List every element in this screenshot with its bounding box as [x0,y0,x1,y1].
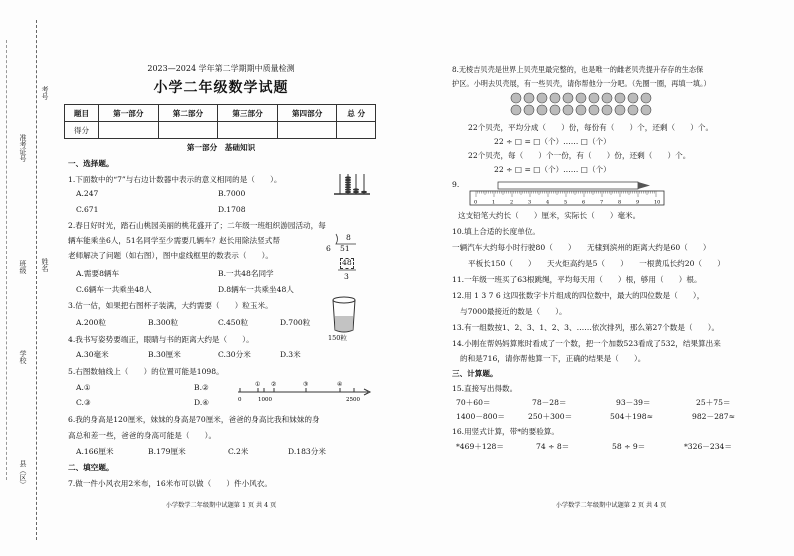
vertical-calc[interactable]: 58 ÷ 9＝ [612,442,646,451]
shell-icon [537,93,547,103]
q1-stem: 1.下面数中的“7”与右边计数器中表示的意义相同的是（ ）。 [68,175,282,184]
division-bracket [332,242,358,274]
shell-icon [511,105,521,115]
shell-icon [563,105,573,115]
ruler-picture [468,180,668,208]
abacus-icon [332,172,372,196]
score-cell[interactable] [337,122,376,139]
score-cell[interactable] [218,122,278,139]
section-fill: 二、填空题。 [68,463,114,472]
score-table [64,104,376,139]
ruler-label: 10 [654,199,661,206]
q6-line2: 高总和差一些，爸爸的身高可能是（ ）。 [68,431,217,440]
numline-mark-2: ② [271,381,277,388]
score-cell[interactable] [158,122,218,139]
binding-label-school: 学校 [19,350,27,364]
shell-icon [602,93,612,103]
q11-stem: 11.一年级一班买了63根跳绳，平均每天用（ ）根，够用（ ）根。 [452,275,702,284]
numline-tick-2500: 2500 [346,397,360,403]
q4-option-a[interactable]: A.30毫米 [76,350,109,359]
q2-line2: 辆车能乘坐6人，51名同学至少需要几辆车？赵长用除法竖式帮 [68,236,280,245]
q5-option-c[interactable]: C.③ [76,398,91,407]
binding-label-exam-no: 考号 [41,86,49,100]
shell-icon [550,93,560,103]
div-product-box: 48 [342,258,352,267]
q3-option-a[interactable]: A.200粒 [76,318,106,327]
q2-option-a[interactable]: A.需要8辆车 [76,269,120,278]
q8-equation-b[interactable]: 22 ÷ □ = □（个）…… □（个） [494,165,611,174]
shell-icon [524,93,534,103]
score-head-total: 总 分 [337,105,376,122]
numline-mark-4: ④ [337,381,343,388]
cut-line-outer [6,40,7,480]
q6-option-b[interactable]: B.179厘米 [148,447,186,456]
section-calc: 三、计算题。 [452,369,498,378]
binding-label-county: 县（区） [19,460,27,488]
shell-icon [615,93,625,103]
q14-line1: 14.小刚在帮妈妈算账时看成了一个数，把一个加数523看成了532，结果算出来 [452,339,721,348]
shell-icon [576,93,586,103]
ruler-label: 4 [546,199,550,206]
q4-option-b[interactable]: B.30厘米 [148,350,181,359]
binding-label-class: 班级 [19,260,27,274]
shell-icon [524,105,534,115]
q12-stem-b: 与7000最接近的数是（ ）。 [460,307,567,316]
ruler-label: 0 [474,199,478,206]
div-dividend: 51 [340,244,350,253]
score-cell[interactable] [277,122,337,139]
score-head-part3: 第三部分 [218,105,278,122]
term-header: 2023—2024 学年第二学期期中质量检测 [147,64,295,73]
q5-stem: 5.右图数轴线上（ ）的位置可能是1098。 [68,367,224,376]
shell-icon [615,105,625,115]
q3-option-d[interactable]: D.700粒 [280,318,311,327]
ruler-label: 3 [528,199,532,206]
score-row-label: 得分 [65,122,99,139]
q8-line2: 护区。小明去贝壳展，有一些贝壳，请你帮他分一分吧。（先圈一圈，再填一填。） [452,79,711,88]
q1-option-a[interactable]: A.247 [76,189,99,198]
q5-option-a[interactable]: A.① [76,383,91,392]
shell-icon [576,105,586,115]
shells-picture [510,92,666,116]
q10-row-b: 平板长150（ ） 天火炬高约是5（ ） 一根黄瓜长约20（ ） [468,259,725,268]
shell-icon [628,93,638,103]
q13-stem: 13.有一组数按1、2、3、1、2、3、……依次排列，那么第27个数是（ ）。 [452,323,720,332]
calc-item[interactable]: 1400－800＝ [456,412,506,421]
section-choice: 一、选择题。 [68,159,114,168]
number-line [236,378,372,404]
calc-item[interactable]: 93－39＝ [616,398,651,407]
binding-label-name: 姓名 [41,258,49,272]
ruler-label: 2 [510,199,514,206]
part-heading: 第一部分 基础知识 [186,143,256,152]
q9-stem: 这支铅笔大约长（ ）厘米，实际长（ ）毫米。 [458,211,641,220]
shell-icon [641,93,651,103]
q5-option-b[interactable]: B.② [194,383,209,392]
binding-strip [0,0,58,556]
q1-option-c[interactable]: C.671 [76,205,99,214]
score-head-part1: 第一部分 [99,105,159,122]
q6-option-a[interactable]: A.166厘米 [76,447,114,456]
binding-label-ticket: 准考证号 [19,134,27,162]
shell-icon [589,105,599,115]
score-head-part4: 第四部分 [277,105,337,122]
calc-item[interactable]: 250＋300＝ [528,412,573,421]
ruler-label: 6 [582,199,586,206]
cup-label: 150粒 [328,334,347,342]
q1-option-d[interactable]: D.1708 [218,205,246,214]
shell-icon [563,93,573,103]
q12-stem: 12.用 1 3 7 6 这四张数字卡片组成的四位数中，最大的四位数是（ ）， [452,291,705,300]
shell-icon [589,93,599,103]
calc-item[interactable]: 25＋75＝ [696,398,731,407]
q5-option-d[interactable]: D.④ [194,398,210,407]
page-right [446,0,776,556]
div-divisor: 6 [326,244,331,253]
ruler-label: 7 [600,199,604,206]
q3-option-b[interactable]: B.300粒 [148,318,179,327]
div-quotient: 8 [346,233,351,242]
shell-icon [550,105,560,115]
q15-stem: 15.直接写出得数。 [452,384,518,393]
q6-option-d[interactable]: D.183分米 [288,447,326,456]
calc-item[interactable]: 504＋198≈ [610,412,653,421]
q2-option-c[interactable]: C.6辆车一共乘坐48人 [76,285,152,294]
ruler-label: 8 [618,199,622,206]
numline-tick-1000: 1000 [258,397,272,403]
q16-stem: 16.用竖式计算，带*的要验算。 [452,427,559,436]
exam-title: 小学二年级数学试题 [153,80,289,96]
q2-option-b[interactable]: B.一共48名同学 [218,269,274,278]
q1-option-b[interactable]: B.7000 [218,189,246,198]
shell-icon [628,105,638,115]
numline-mark-1: ① [255,381,261,388]
calc-item[interactable]: 982－287≈ [692,412,735,421]
q6-line1: 6.我的身高是120厘米，妹妹的身高是70厘米，爸爸的身高比我和妹妹的身 [68,415,320,424]
calc-item[interactable]: 70＋60＝ [456,398,491,407]
vertical-calc[interactable]: *326－234＝ [684,442,732,451]
cut-line [36,20,37,540]
page-left [62,0,380,556]
shell-icon [641,105,651,115]
ruler-label: 9 [636,199,640,206]
q8-grouping-a: 22个贝壳，平均分成（ ）份，每份有（ ）个，还剩（ ）个。 [468,123,714,132]
q9-number: 9. [452,180,460,189]
q10-stem: 10.填上合适的长度单位。 [452,227,541,236]
q2-option-d[interactable]: D.8辆车一共乘坐48人 [218,285,294,294]
numline-mark-3: ③ [303,381,309,388]
q6-option-c[interactable]: C.2米 [228,447,249,456]
q4-stem: 4.我书写姿势要端正，眼睛与书的距离大约是（ ）。 [68,335,254,344]
score-head-item: 题目 [65,105,99,122]
q7-stem: 7.做一件小风衣用2米布，16米布可以做（ ）件小风衣。 [68,479,272,488]
score-cell[interactable] [99,122,159,139]
vertical-calc[interactable]: *469＋128＝ [456,442,504,451]
numline-tick-0: 0 [238,397,242,403]
q3-stem: 3.估一估，如果把右图杯子装满，大约需要（ ）粒玉米。 [68,301,273,310]
q3-option-c[interactable]: C.450粒 [218,318,249,327]
cup-icon [330,296,358,334]
ruler-label: 1 [492,199,496,206]
footer-page2: 小学数学二年级期中试题第 2 页 共 4 页 [555,502,667,509]
vertical-calc[interactable]: 74 ÷ 8＝ [536,442,570,451]
shell-icon [511,93,521,103]
q8-equation-a[interactable]: 22 ÷ □ = □（个）…… □（个） [494,137,611,146]
score-head-part2: 第二部分 [158,105,218,122]
q4-option-c[interactable]: C.30分米 [218,350,251,359]
shell-icon [537,105,547,115]
shell-icon [602,105,612,115]
ruler-label: 5 [564,199,568,206]
q10-row-a: 一辆汽车大约每小时行驶80（ ） 无棣到滨州的距离大约是60（ ） [452,243,711,252]
footer-page1: 小学数学二年级期中试题第 1 页 共 4 页 [165,502,277,509]
q8-line1: 8.无棱吉贝壳是世界上贝壳里最完整的，也是唯一的雌老贝壳提升存存的生态保 [452,65,704,74]
q4-option-d[interactable]: D.3米 [280,350,301,359]
q8-grouping-b: 22个贝壳，每（ ）个一份，有（ ）份，还剩（ ）个。 [468,151,691,160]
div-remainder: 3 [344,272,349,281]
q14-line2: 的和是716，请你帮他算一下，正确的结果是（ ）。 [460,354,646,363]
q2-line3: 老师解决了问题（如右图），图中虚线框里的数表示（ ）。 [68,251,274,260]
q2-line1: 2.春日好时光，踏石山桃园美丽的桃花盛开了；二年级一班组织游园活动，每 [68,221,326,230]
calc-item[interactable]: 78－28＝ [532,398,567,407]
